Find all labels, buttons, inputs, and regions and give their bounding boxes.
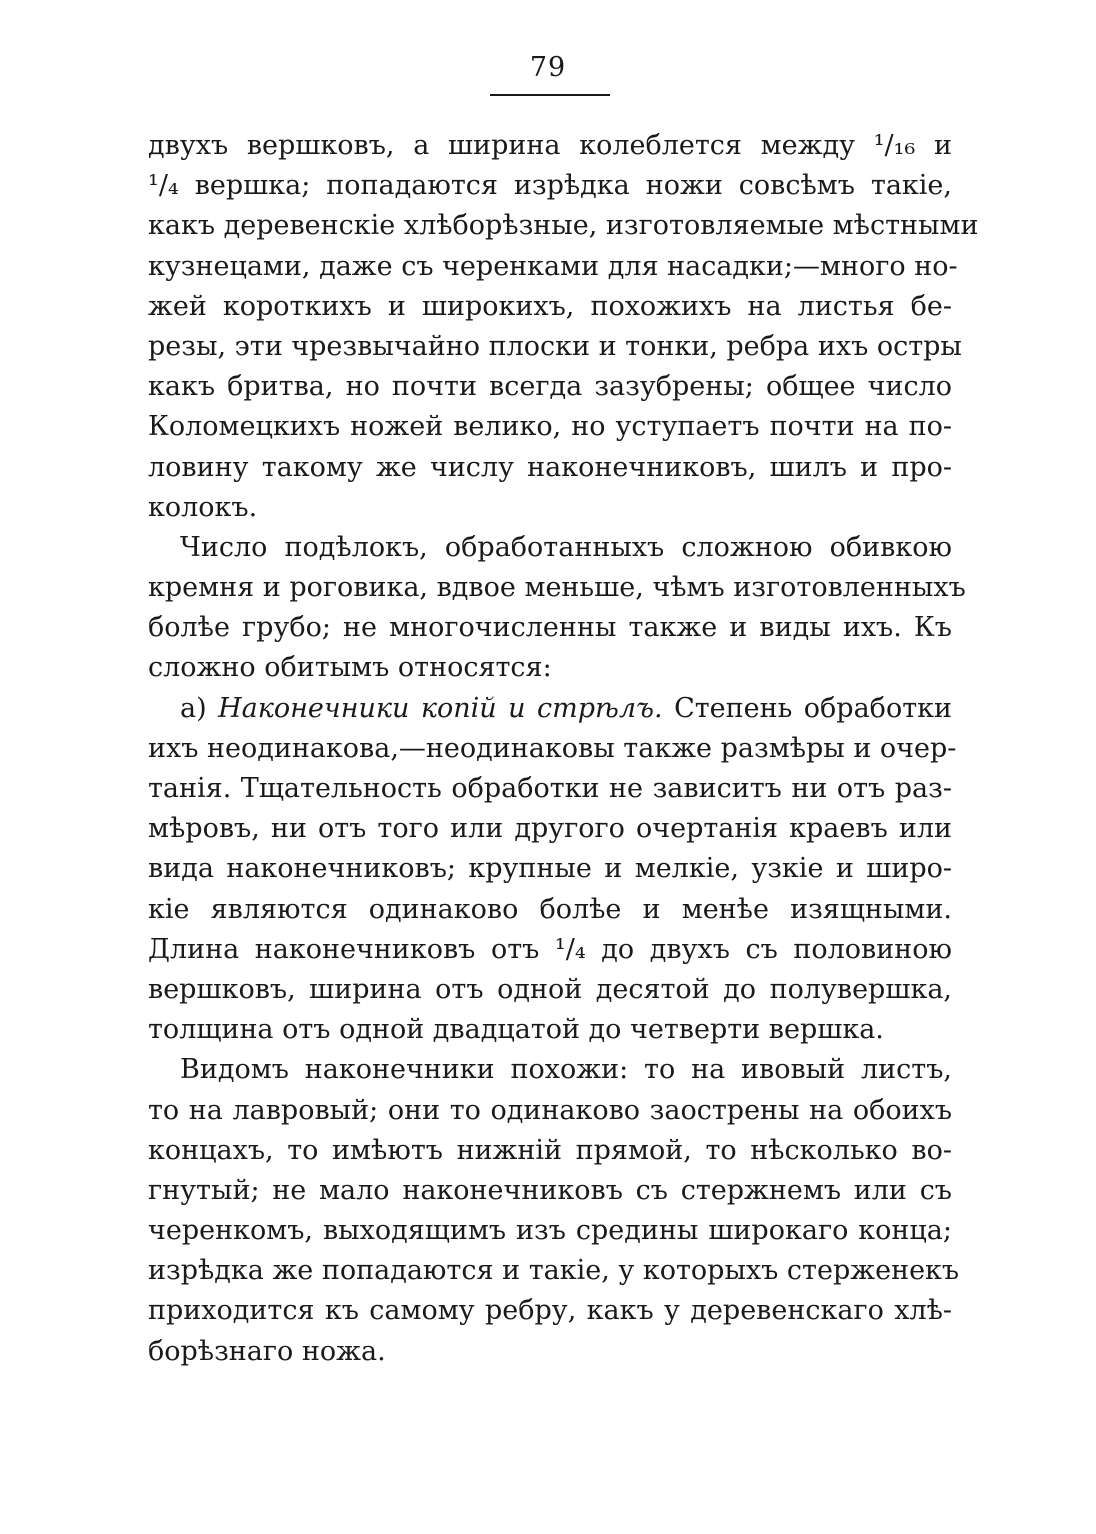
text-line-with-heading	[148, 689, 952, 729]
text-line: ихъ неодинакова,—неодинаковы также размѣры и очер-	[148, 732, 957, 764]
text-line: ловину такому же числу наконечниковъ, шилъ и про-	[148, 451, 952, 483]
text-line: борѣзнаго ножа.	[148, 1335, 386, 1367]
text-line: кремня и роговика, вдвое меньше, чѣмъ изготовленныхъ	[148, 572, 966, 604]
text-line: Число подѣлокъ, обработанныхъ сложною обивкою	[180, 531, 952, 563]
text-line: какъ деревенскіе хлѣборѣзные, изготовляемые мѣстными	[148, 210, 979, 242]
text-line: мѣровъ, ни отъ того или другого очертанія краевъ или	[148, 813, 952, 845]
header-rule	[490, 94, 610, 96]
text-line: болѣе грубо; не многочисленны также и виды ихъ. Къ	[148, 612, 952, 644]
text-line: гнутый; не мало наконечниковъ съ стержнемъ или съ	[148, 1174, 952, 1206]
page-number: 79	[529, 52, 567, 83]
text-line: резы, эти чрезвычайно плоски и тонки, ребра ихъ остры	[148, 330, 962, 362]
text-line: черенкомъ, выходящимъ изъ средины широкаго конца;	[148, 1215, 952, 1247]
body-text	[148, 126, 979, 1372]
text-line: кіе являются одинаково болѣе и менѣе изящными.	[148, 893, 952, 925]
text-fragment: Степень обработки	[674, 692, 953, 724]
text-line: ¹/₄ вершка; попадаются изрѣдка ножи совсѣмъ такіе,	[148, 170, 952, 202]
text-line: то на лавровый; они то одинаково заострены на обоихъ	[148, 1094, 952, 1126]
text-line: сложно обитымъ относятся:	[148, 652, 552, 684]
text-line: Длина наконечниковъ отъ ¹/₄ до двухъ съ половиною	[148, 933, 952, 965]
text-line: кузнецами, даже съ черенками для насадки;—много но-	[148, 250, 958, 282]
section-heading: Наконечники копій и стрѣлъ.	[218, 692, 663, 724]
text-line: какъ бритва, но почти всегда зазубрены; общее число	[148, 371, 952, 403]
text-line: Видомъ наконечники похожи: то на ивовый листъ,	[180, 1054, 952, 1086]
text-line: Коломецкихъ ножей велико, но уступаетъ почти на по-	[148, 411, 952, 443]
text-line: приходится къ самому ребру, какъ у деревенскаго хлѣ-	[148, 1295, 952, 1327]
text-line: двухъ вершковъ, а ширина колеблется между ¹/₁₆ и	[148, 130, 952, 161]
text-line: изрѣдка же попадаются и такіе, у которыхъ стерженекъ	[148, 1255, 960, 1287]
text-line: толщина отъ одной двадцатой до четверти вершка.	[148, 1014, 884, 1046]
text-line: вида наконечниковъ; крупные и мелкіе, узкіе и широ-	[148, 853, 952, 885]
list-label: а)	[180, 692, 207, 724]
text-line: жей короткихъ и широкихъ, похожихъ на листья бе-	[148, 290, 952, 322]
text-line: концахъ, то имѣютъ нижній прямой, то нѣсколько во-	[148, 1134, 952, 1166]
text-line: танія. Тщательность обработки не зависитъ ни отъ раз-	[148, 773, 952, 804]
text-line: колокъ.	[148, 491, 258, 523]
text-line: вершковъ, ширина отъ одной десятой до полувершка,	[148, 973, 952, 1005]
